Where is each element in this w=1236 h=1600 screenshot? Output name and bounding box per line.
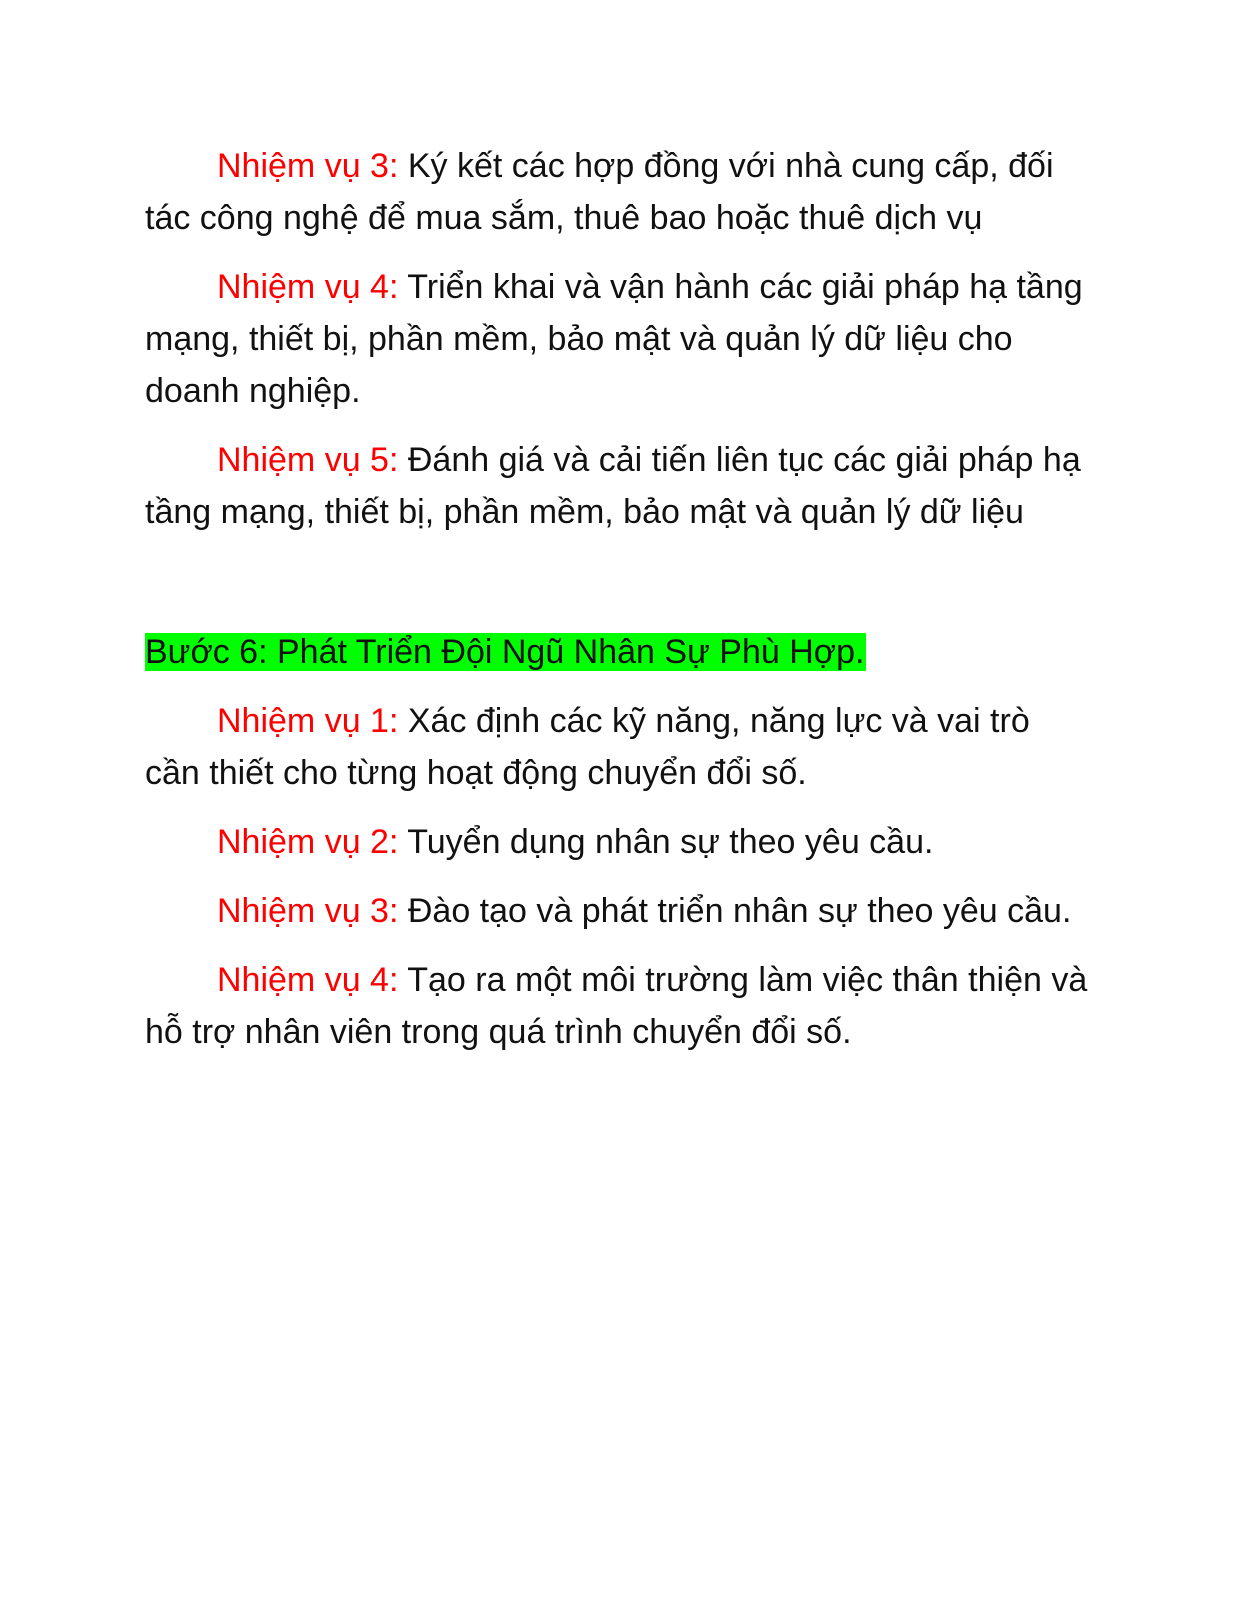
task-paragraph [145,816,1090,868]
task-text: Đánh giá và cải tiến liên tục các giải pháp hạ tầng mạng, thiết bị, phần mềm, bảo mật và quản lý dữ liệu [145,441,1081,531]
task-text: Ký kết các hợp đồng với nhà cung cấp, đối tác công nghệ để mua sắm, thuê bao hoặc thuê dịch vụ [145,147,1054,237]
task-paragraph [145,954,1090,1058]
task-paragraph [145,885,1090,937]
task-label: Nhiệm vụ 4: [217,268,399,306]
task-label: Nhiệm vụ 1: [217,702,399,740]
task-label: Nhiệm vụ 2: [217,823,399,861]
step-heading [145,626,1090,678]
task-label: Nhiệm vụ 3: [217,147,399,185]
task-text: Triển khai và vận hành các giải pháp hạ tầng mạng, thiết bị, phần mềm, bảo mật và quản lý dữ liệu cho doanh nghiệp. [145,268,1083,410]
task-paragraph [145,261,1090,417]
task-text: Tuyển dụng nhân sự theo yêu cầu. [398,823,934,861]
task-label: Nhiệm vụ 3: [217,892,399,930]
task-paragraph [145,434,1090,538]
task-text: Tạo ra một môi trường làm việc thân thiện và hỗ trợ nhân viên trong quá trình chuyển đổi số. [145,961,1088,1051]
step-heading-text: Bước 6: Phát Triển Đội Ngũ Nhân Sự Phù Hợp. [145,633,865,671]
task-text: Đào tạo và phát triển nhân sự theo yêu cầu. [398,892,1072,930]
task-paragraph [145,695,1090,799]
task-label: Nhiệm vụ 5: [217,441,399,479]
task-paragraph [145,140,1090,244]
document-page [145,140,1090,1075]
task-text: Xác định các kỹ năng, năng lực và vai trò cần thiết cho từng hoạt động chuyển đổi số. [145,702,1030,792]
task-label: Nhiệm vụ 4: [217,961,399,999]
